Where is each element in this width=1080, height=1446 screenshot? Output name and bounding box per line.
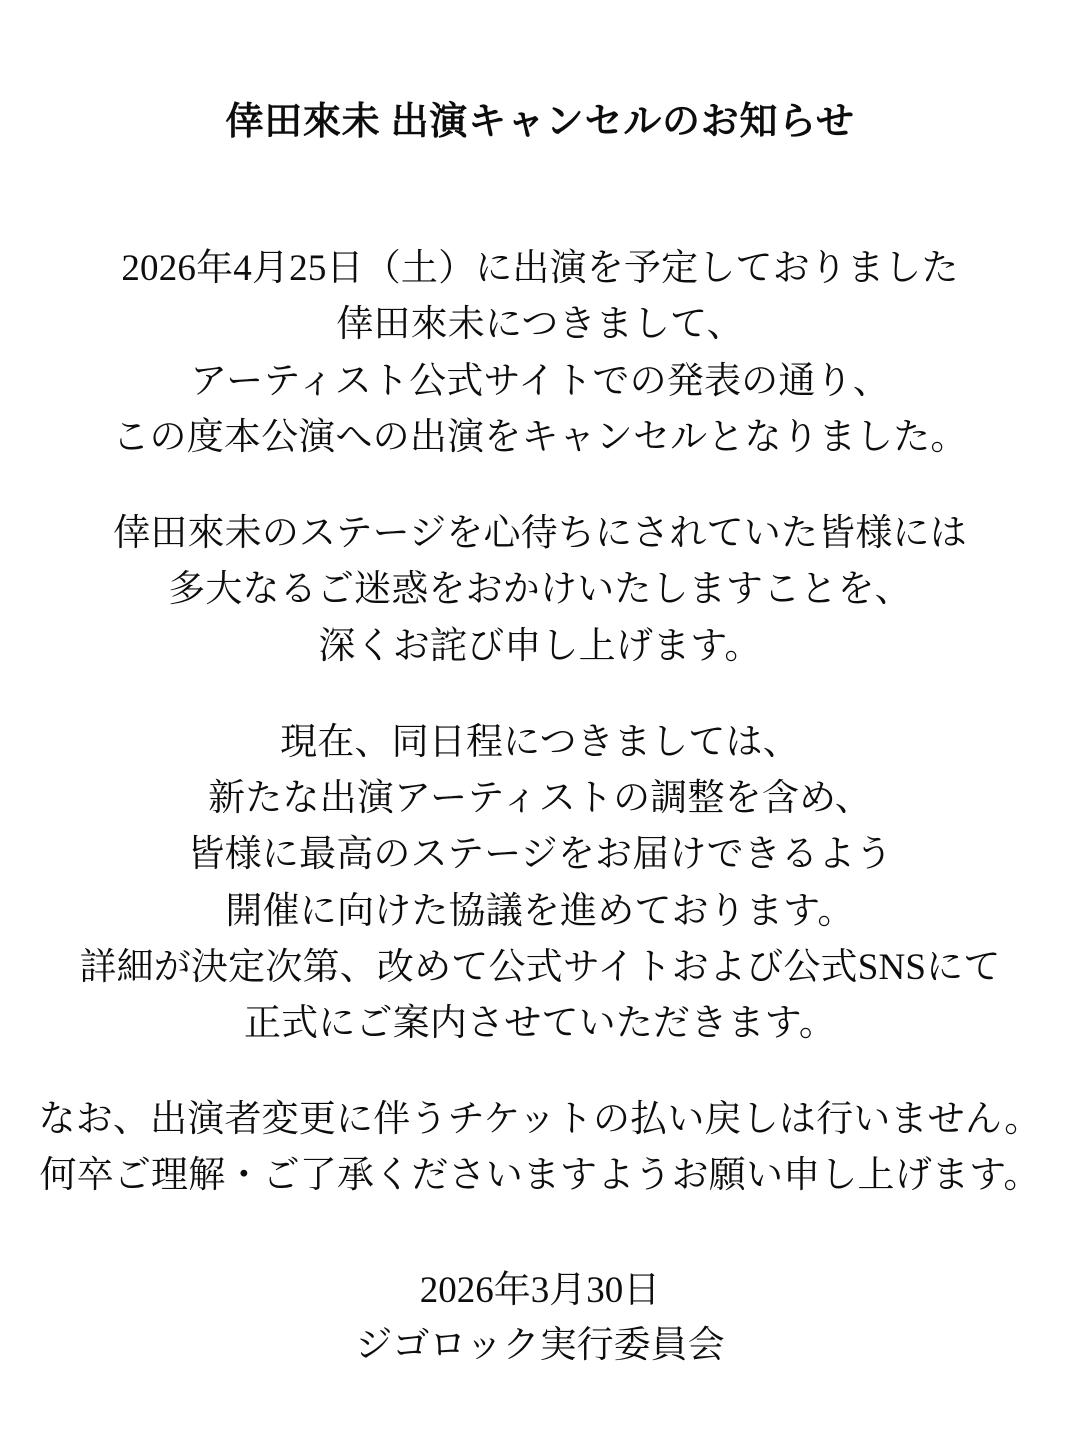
paragraph-line: 現在、同日程につきましては、 [280,721,800,763]
notice-page [0,96,1080,1446]
paragraph-line: 皆様に最高のステージをお届けできるよう [187,834,893,876]
paragraph-refund-policy [0,1092,1080,1204]
page-title: 倖田來未 出演キャンセルのお知らせ [225,101,855,143]
paragraph-cancellation-announcement [0,241,1080,466]
paragraph-apology [0,506,1080,675]
signature-block [0,1263,1080,1374]
paragraph-line: 新たな出演アーティストの調整を含め、 [208,778,872,820]
paragraph-line: この度本公演への出演をキャンセルとなりました。 [112,416,968,458]
signature-date: 2026年3月30日 [419,1269,661,1311]
paragraph-line: 多大なるご迷惑をおかけいたしますことを、 [168,569,912,611]
signature-organization: ジゴロック実行委員会 [355,1325,725,1367]
paragraph-line: 深くお詫び申し上げます。 [318,625,762,667]
paragraph-line: 開催に向けた協議を進めております。 [225,890,855,932]
paragraph-line: 正式にご案内させていただきます。 [244,1003,836,1044]
paragraph-line: 詳細が決定次第、改めて公式サイトおよび公式SNSにて [79,946,1001,988]
paragraph-line: なお、出演者変更に伴うチケットの払い戻しは行いません。 [38,1099,1042,1141]
paragraph-line: 倖田來未につきまして、 [336,304,744,346]
paragraph-current-status [0,715,1080,1052]
paragraph-line: アーティスト公式サイトでの発表の通り、 [190,360,890,402]
paragraph-line: 2026年4月25日（土）に出演を予定しておりました [121,248,959,290]
paragraph-line: 何卒ご理解・ご了承くださいますようお願い申し上げます。 [39,1155,1041,1197]
notice-body [0,241,1080,1374]
paragraph-line: 倖田來未のステージを心待ちにされていた皆様には [113,513,967,555]
